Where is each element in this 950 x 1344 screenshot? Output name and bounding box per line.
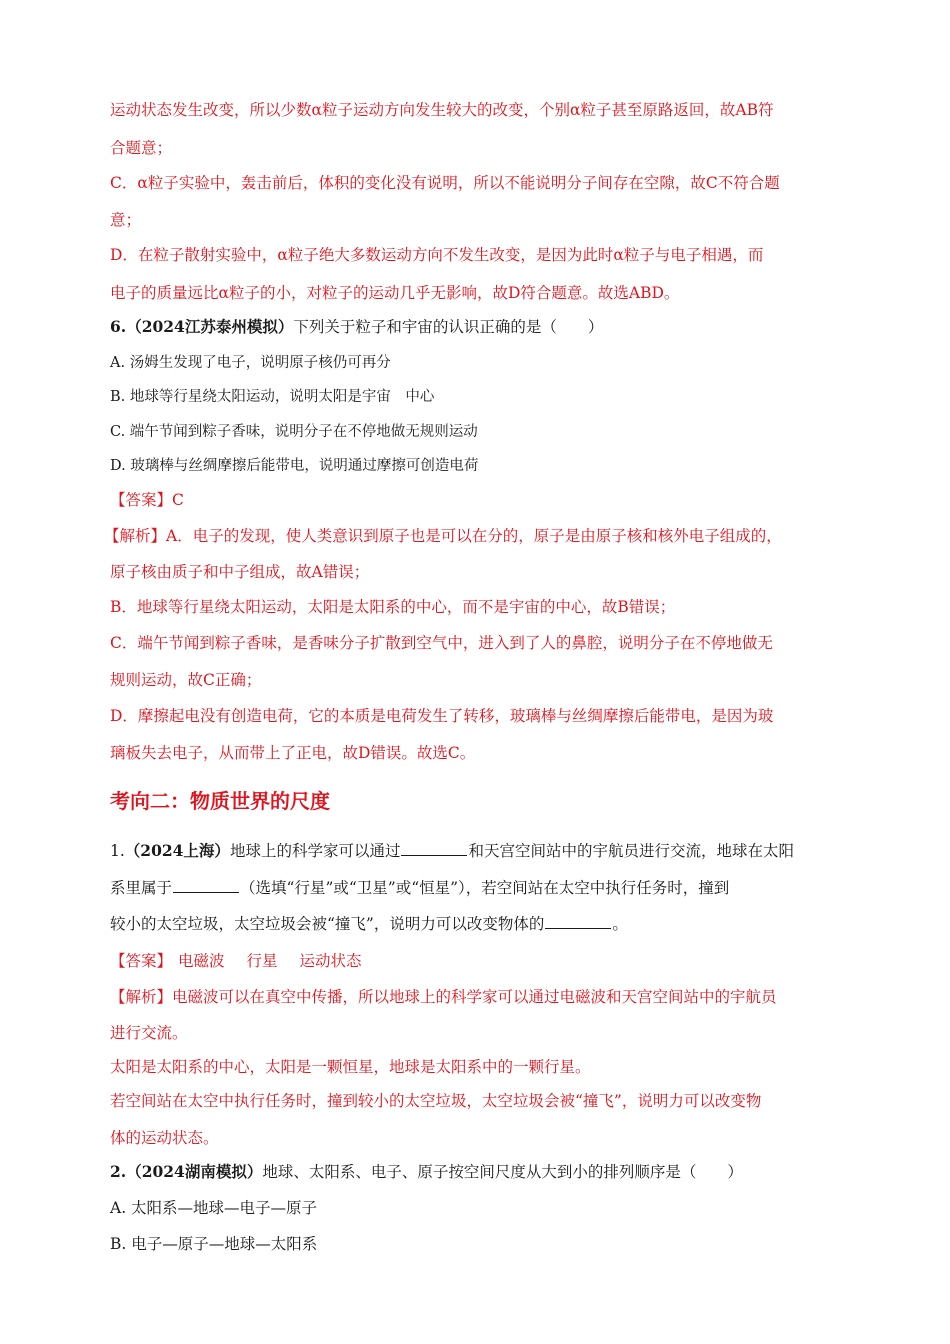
question-text: 系里属于 [110, 879, 173, 897]
question-text: 较小的太空垃圾，太空垃圾会被“撞飞”，说明力可以改变物体的 [110, 915, 545, 933]
analysis-line: 太阳是太阳系的中心，太阳是一颗恒星，地球是太阳系中的一颗行星。 [110, 1058, 591, 1076]
analysis-line: C．端午节闻到粽子香味，是香味分子扩散到空气中，进入到了人的鼻腔，说明分子在不停地做无 [110, 634, 773, 652]
option-d: D. 玻璃棒与丝绸摩擦后能带电，说明通过摩擦可创造电荷 [110, 458, 479, 474]
section-heading: 考向二：物质世界的尺度 [110, 789, 330, 813]
question-text: 地球上的科学家可以通过 [229, 842, 401, 860]
analysis-line: 运动状态发生改变，所以少数α粒子运动方向发生较大的改变，个别α粒子甚至原路返回，故AB符 [110, 101, 774, 119]
question-source: （2024湖南模拟） [126, 1162, 263, 1181]
analysis-line: 【解析】电磁波可以在真空中传播，所以地球上的科学家可以通过电磁波和天宫空间站中的宇航员 [110, 988, 777, 1006]
question-1-line [110, 913, 850, 935]
analysis-line: 电子的质量远比α粒子的小，对粒子的运动几乎无影响，故D符合题意。故选ABD。 [110, 284, 680, 302]
analysis-line: 意； [110, 211, 142, 229]
option-c: C. 端午节闻到粽子香味，说明分子在不停地做无规则运动 [110, 424, 478, 440]
analysis-line: 合题意； [110, 139, 173, 157]
answer-line: 【答案】C [110, 491, 184, 509]
analysis-line: D．摩擦起电没有创造电荷，它的本质是电荷发生了转移，玻璃棒与丝绸摩擦后能带电，是因为玻 [110, 707, 774, 725]
question-1-line [110, 877, 850, 899]
fill-blank [401, 841, 467, 856]
question-number: 6. [110, 317, 127, 336]
question-2-stem [110, 1161, 850, 1183]
question-text: 和天宫空间站中的宇航员进行交流，地球在太阳 [468, 842, 794, 860]
question-text: 地球、太阳系、电子、原子按空间尺度从大到小的排列顺序是（ ） [262, 1163, 743, 1181]
question-6-stem [110, 316, 850, 338]
question-text: 。 [612, 915, 628, 933]
question-text: 下列关于粒子和宇宙的认识正确的是（ ） [293, 318, 604, 336]
question-source: （2024江苏泰州模拟） [126, 317, 294, 336]
option-b: B. 地球等行星绕太阳运动，说明太阳是宇宙 中心 [110, 389, 435, 405]
answer-label: 【答案】 [110, 952, 173, 970]
fill-blank [545, 914, 611, 929]
answer-value: 行星 [246, 952, 278, 970]
analysis-line: 进行交流。 [110, 1024, 188, 1042]
question-source: （2024上海） [124, 841, 230, 860]
answer-value: 电磁波 [178, 952, 225, 970]
analysis-line: D．在粒子散射实验中，α粒子绝大多数运动方向不发生改变，是因为此时α粒子与电子相遇，而 [110, 246, 764, 264]
analysis-line: 规则运动，故C正确； [110, 671, 262, 689]
analysis-line: 体的运动状态。 [110, 1129, 219, 1147]
option-a: A. 汤姆生发现了电子，说明原子核仍可再分 [110, 355, 391, 371]
answer-value: 运动状态 [299, 952, 362, 970]
question-number: 1. [110, 842, 125, 860]
question-number: 2. [110, 1162, 127, 1181]
option-a: A. 太阳系—地球—电子—原子 [110, 1199, 318, 1217]
fill-blank [173, 878, 239, 893]
answer-line [110, 950, 850, 972]
analysis-line: 【解析】A．电子的发现，使人类意识到原子也是可以在分的，原子是由原子核和核外电子组成的， [104, 527, 782, 545]
option-b: B. 电子—原子—地球—太阳系 [110, 1235, 318, 1253]
question-1-stem [110, 840, 850, 862]
analysis-line: 若空间站在太空中执行任务时，撞到较小的太空垃圾，太空垃圾会被“撞飞”，说明力可以改变物 [110, 1092, 762, 1110]
analysis-line: 璃板失去电子，从而带上了正电，故D错误。故选C。 [110, 744, 476, 762]
question-text: （选填“行星”或“卫星”或“恒星”），若空间站在太空中执行任务时，撞到 [240, 879, 730, 897]
analysis-line: 原子核由质子和中子组成，故A错误； [110, 563, 370, 581]
analysis-line: B．地球等行星绕太阳运动，太阳是太阳系的中心，而不是宇宙的中心，故B错误； [110, 598, 676, 616]
analysis-line: C．α粒子实验中，轰击前后，体积的变化没有说明，所以不能说明分子间存在空隙，故C不符合题 [110, 174, 780, 192]
